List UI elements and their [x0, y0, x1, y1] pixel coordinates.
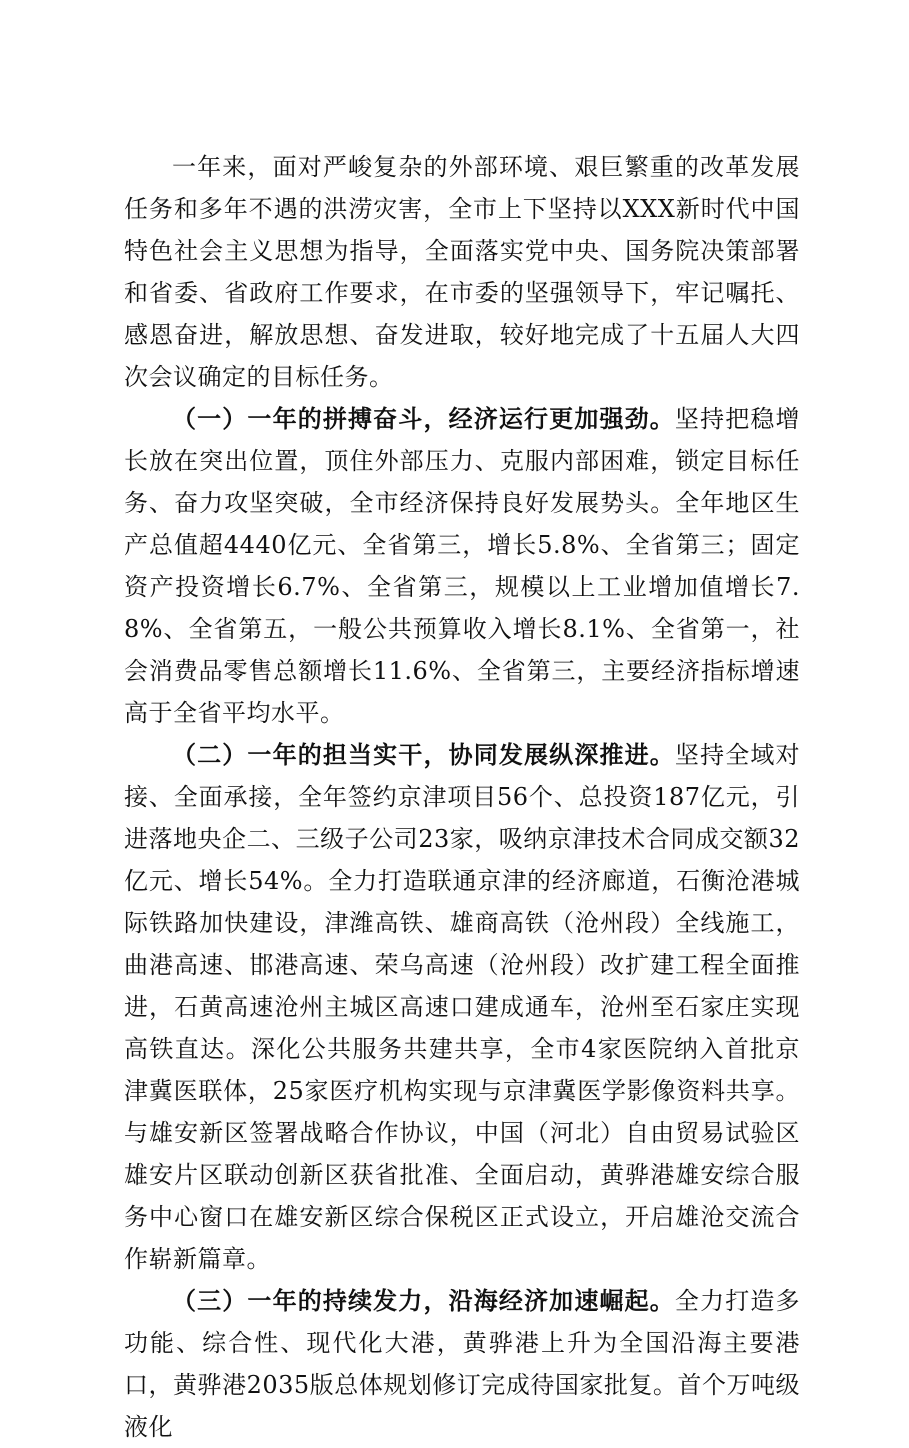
section-one-paragraph — [124, 398, 800, 734]
paragraph-text: 坚持把稳增长放在突出位置，顶住外部压力、克服内部困难，锁定目标任务、奋力攻坚突破，全市经济保持良好发展势头。全年地区生产总值超4440亿元、全省第三，增长5.8%、全省第三；固定资产投资增长6.7%、全省第三，规模以上工业增加值增长7.8%、全省第五，一般公共预算收入增长8.1%、全省第一，社会消费品零售总额增长11.6%、全省第三，主要经济指标增速高于全省平均水平。 — [124, 405, 801, 727]
section-heading: （一）一年的拼搏奋斗，经济运行更加强劲。 — [172, 405, 675, 433]
section-heading: （二）一年的担当实干，协同发展纵深推进。 — [172, 741, 675, 769]
section-heading: （三）一年的持续发力，沿海经济加速崛起。 — [172, 1287, 675, 1315]
paragraph-text: 坚持全域对接、全面承接，全年签约京津项目56个、总投资187亿元，引进落地央企二、三级子公司23家，吸纳京津技术合同成交额32亿元、增长54%。全力打造联通京津的经济廊道，石衡沧港城际铁路加快建设，津潍高铁、雄商高铁（沧州段）全线施工，曲港高速、邯港高速、荣乌高速（沧州段）改扩建工程全面推进，石黄高速沧州主城区高速口建成通车，沧州至石家庄实现高铁直达。深化公共服务共建共享，全市4家医院纳入首批京津冀医联体，25家医疗机构实现与京津冀医学影像资料共享。与雄安新区签署战略合作协议，中国（河北）自由贸易试验区雄安片区联动创新区获省批准、全面启动，黄骅港雄安综合服务中心窗口在雄安新区综合保税区正式设立，开启雄沧交流合作崭新篇章。 — [124, 741, 801, 1273]
section-three-paragraph — [124, 1280, 800, 1448]
document-body — [124, 146, 800, 1448]
section-two-paragraph — [124, 734, 800, 1280]
paragraph-text: 全力打造多功能、综合性、现代化大港，黄骅港上升为全国沿海主要港口，黄骅港2035版总体规划修订完成待国家批复。首个万吨级液化 — [124, 1287, 801, 1441]
paragraph-text: 一年来，面对严峻复杂的外部环境、艰巨繁重的改革发展任务和多年不遇的洪涝灾害，全市上下坚持以XXX新时代中国特色社会主义思想为指导，全面落实党中央、国务院决策部署和省委、省政府工作要求，在市委的坚强领导下，牢记嘱托、感恩奋进，解放思想、奋发进取，较好地完成了十五届人大四次会议确定的目标任务。 — [124, 153, 800, 391]
intro-paragraph — [124, 146, 800, 398]
